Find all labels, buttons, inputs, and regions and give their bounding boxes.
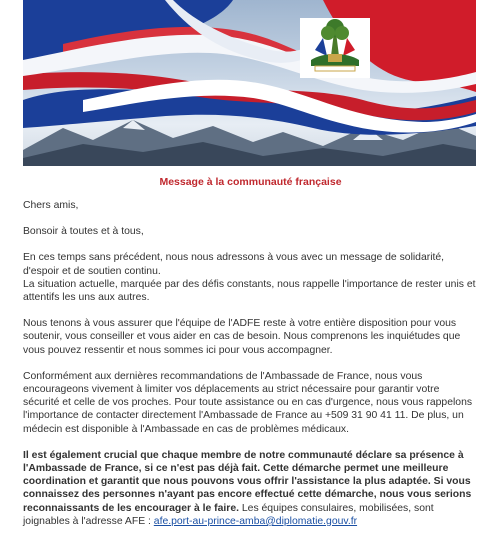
header-banner-image — [23, 0, 476, 166]
afe-email-link[interactable]: afe.port-au-prince-amba@diplomatie.gouv.fr — [153, 515, 358, 527]
registration-contact-text: Les équipes consulaires, mobilisées, sont joignables à l'adresse AFE : — [23, 502, 434, 527]
registration-bold-text: Il est également crucial que chaque membre de notre communauté déclare sa présence à l'Ambassade de France, si ce n'est pas déjà fait. Cette démarche permet une meilleure coordination et garantit que nous pouvons vous offrir l'assistance la plus adaptée. Si vous connaissez des personnes n'ayant pas encore effectué cette démarche, nous vous serions reconnaissants de les encourager à le faire. — [23, 449, 472, 514]
coat-of-arms-icon — [300, 18, 370, 78]
salutation: Bonsoir à toutes et à tous, — [23, 226, 144, 238]
paragraph-embassy-recommendations: Conformément aux dernières recommandations de l'Ambassade de France, nous vous encourageons vivement à limiter vos déplacements au strict nécessaire pour garantir votre sécurité et celle de vos proches. Pour toute assistance ou en cas d'urgence, nous vous rappelons l'importance de contacter directement l'Ambassade de France au +509 31 90 41 11. De plus, un médecin est disponible à l'Ambassade en cas de problèmes médicaux. — [23, 370, 473, 435]
paragraph-registration — [23, 449, 476, 528]
flag-artwork — [23, 0, 476, 166]
page-title: Message à la communauté française — [159, 176, 342, 188]
paragraph-solidarity-line1: En ces temps sans précédent, nous nous adressons à vous avec un message de solidarité, d'espoir et de soutien continu. — [23, 252, 445, 277]
paragraph-solidarity-line2: La situation actuelle, marquée par des défis constants, nous rappelle l'importance de rester unis et attentifs les uns aux autres. — [23, 278, 476, 304]
paragraph-solidarity — [23, 251, 476, 304]
paragraph-adfe-support: Nous tenons à vous assurer que l'équipe de l'ADFE reste à votre entière disposition pour vous soutenir, vous conseiller et vous aider en cas de besoin. Nous comprenons les inquiétudes que vous pouvez ressentir et nous sommes ici pour vous accompagner. — [23, 318, 461, 356]
message-body — [23, 199, 476, 541]
greeting: Chers amis, — [23, 200, 79, 211]
